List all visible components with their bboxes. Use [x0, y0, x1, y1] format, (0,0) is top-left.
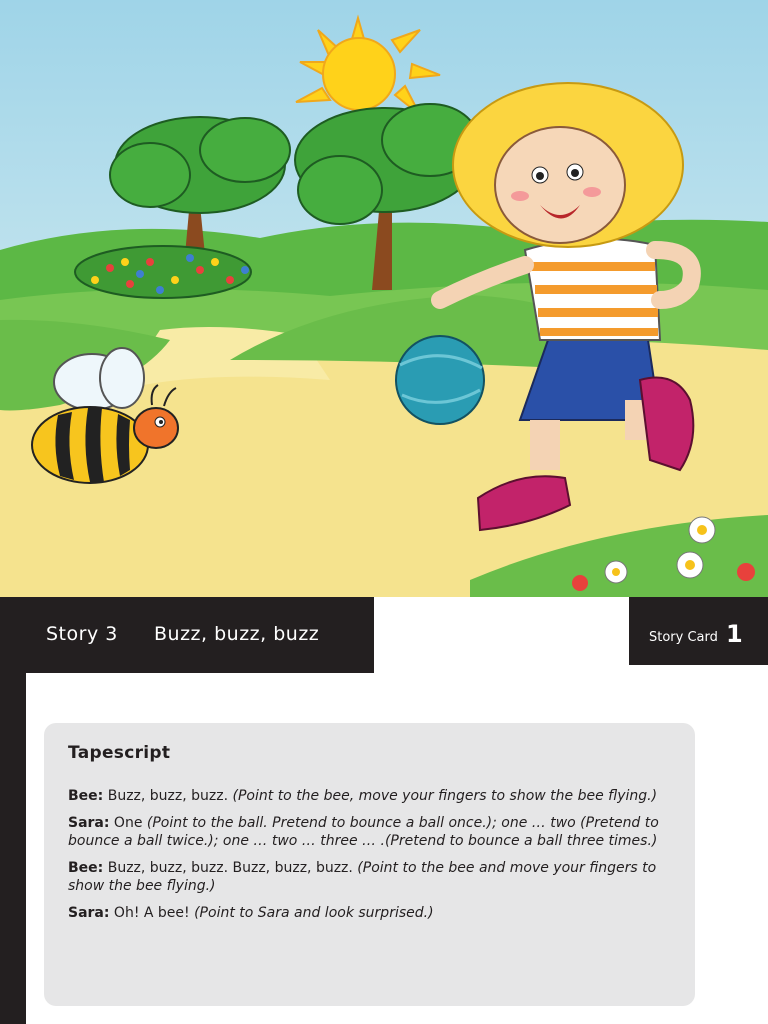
- story-card-tab: [629, 597, 768, 665]
- flower-bed: [75, 246, 251, 298]
- tapescript-heading: Tapescript: [68, 743, 171, 763]
- story-card-label: Story Card: [649, 630, 718, 645]
- stage-direction: (Point to Sara and look surprised.): [194, 905, 434, 921]
- speaker-name: Bee:: [68, 860, 104, 876]
- line-text: Buzz, buzz, buzz.: [103, 788, 233, 804]
- tapescript-line: [68, 814, 668, 850]
- story-title-bar: [0, 597, 374, 673]
- left-strip: [0, 673, 26, 1024]
- tapescript-lines: [68, 787, 668, 931]
- tapescript-panel: [44, 723, 695, 1006]
- tapescript-line: [68, 787, 668, 805]
- tapescript-line: [68, 859, 668, 895]
- line-text: One: [109, 815, 147, 831]
- stage-direction: (Point to the bee and move your fingers to show the bee flying.): [68, 860, 657, 894]
- line-text: Oh! A bee!: [109, 905, 195, 921]
- stage-direction: (Point to the bee, move your fingers to show the bee flying.): [232, 788, 658, 804]
- story-title: Buzz, buzz, buzz: [154, 623, 320, 645]
- stage-direction: (Point to the ball. Pretend to bounce a ball once.); one … two (Pretend to bounce a ball twice.); one … two … three … .(Pretend to bounce a ball three times.): [68, 815, 659, 849]
- story-number: Story 3: [46, 623, 118, 645]
- speaker-name: Bee:: [68, 788, 104, 804]
- line-text: Buzz, buzz, buzz. Buzz, buzz, buzz.: [103, 860, 358, 876]
- tapescript-line: [68, 904, 668, 922]
- story-card-number: 1: [726, 620, 743, 648]
- speaker-name: Sara:: [68, 905, 110, 921]
- speaker-name: Sara:: [68, 815, 110, 831]
- ball: [396, 336, 484, 424]
